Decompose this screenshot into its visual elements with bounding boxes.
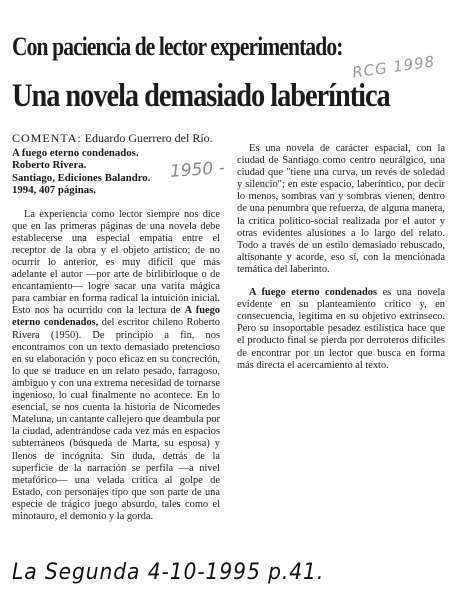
book-title: A fuego eterno condenados. (12, 147, 139, 159)
book-credits (12, 147, 220, 197)
article-headline: Una novela demasiado laberíntica (12, 78, 390, 114)
book-publisher: Santiago, Ediciones Balandro. (12, 171, 151, 184)
handwritten-year-note: 1950 - (169, 158, 226, 182)
handwritten-archive-note: RCG 1998 (350, 52, 436, 82)
handwritten-source-note: La Segunda 4-10-1995 p.41. (12, 560, 325, 585)
byline-name: Eduardo Guerrero del Río. (84, 131, 213, 145)
paragraph-3-text: es una novela evidente en su planteamiento crítico y, en consecuencia, legítima en su objetivo extrínseco. Pero su insoportable pesadez estilística hace que el producto final se pierda por derroteros difíciles de encontrar por un lector que busca en forma más directa el acercamiento al texto. (237, 287, 445, 371)
paragraph-3 (237, 287, 445, 372)
paragraph-2: Es una novela de carácter espacial, con la ciudad de Santiago como centro neurálgico, una ciudad que "tiene una curva, un revés de soledad y silencio"; en este espacio, laberíntico, por decir lo menos, sombras van y sombras vienen, dentro de una penumbra que refuerza, de alguna manera, la crítica político-social realizada por el autor y otras evidentes alusiones a lo largo del relato. Todo a través de un estilo demasiado rebuscado, altisonante y acorde, eso sí, con la mencionada temática del laberinto. (237, 143, 445, 275)
byline (12, 132, 220, 145)
paragraph-1-book-title: A fuego eterno condenados, (12, 305, 220, 329)
article-kicker: Con paciencia de lector experimentado: (12, 32, 343, 61)
paragraph-1-text: La experiencia como lector siempre nos dice que en las primeras páginas de una novela debe establecerse una especial empatía entre el receptor de la obra y el objeto artístico; de no ocurrir lo anterior, es muy difícil que más adelante el autor —por arte de birlibirloque o de encantamiento— logre sacar una varita mágica para cambiar en forma radical la intuición inicial. Esto nos ha ocurrido con la lectura de (12, 208, 220, 317)
paragraph-3-book-title: A fuego eterno condenados (249, 287, 378, 299)
book-author: Roberto Rivera. (12, 159, 87, 172)
article-column-left (12, 132, 220, 523)
byline-label: COMENTA: (12, 131, 82, 145)
article-column-right (237, 132, 445, 372)
paragraph-1 (12, 209, 220, 523)
book-details: 1994, 407 páginas. (12, 184, 96, 197)
paragraph-1-rest: del escritor chileno Roberto Rivera (1950). De principio a fin, nos encontramos con un texto demasiado pretencioso en su elaboración y poco eficaz en su concreción, lo que se traduce en un relato pesado, farragoso, ambiguo y con una extrema necesidad de tornarse ingenioso, lo cual finalmente no acontece. En lo esencial, se nos cuenta la historia de Nicomedes Mateluna, un cantante callejero que deambula por la ciudad, adentrándose cada vez más en espacios subterráneos (búsqueda de Marta, su esposa) y llenos de incógnita. Sin duda, detrás de la superficie de la narración se perfila —a nivel metafórico— una velada crítica al golpe de Estado, con personajes tipo que son parte de una especie de trágico juego absurdo, tales como el minotauro, el demonio y la gorda. (12, 317, 221, 522)
